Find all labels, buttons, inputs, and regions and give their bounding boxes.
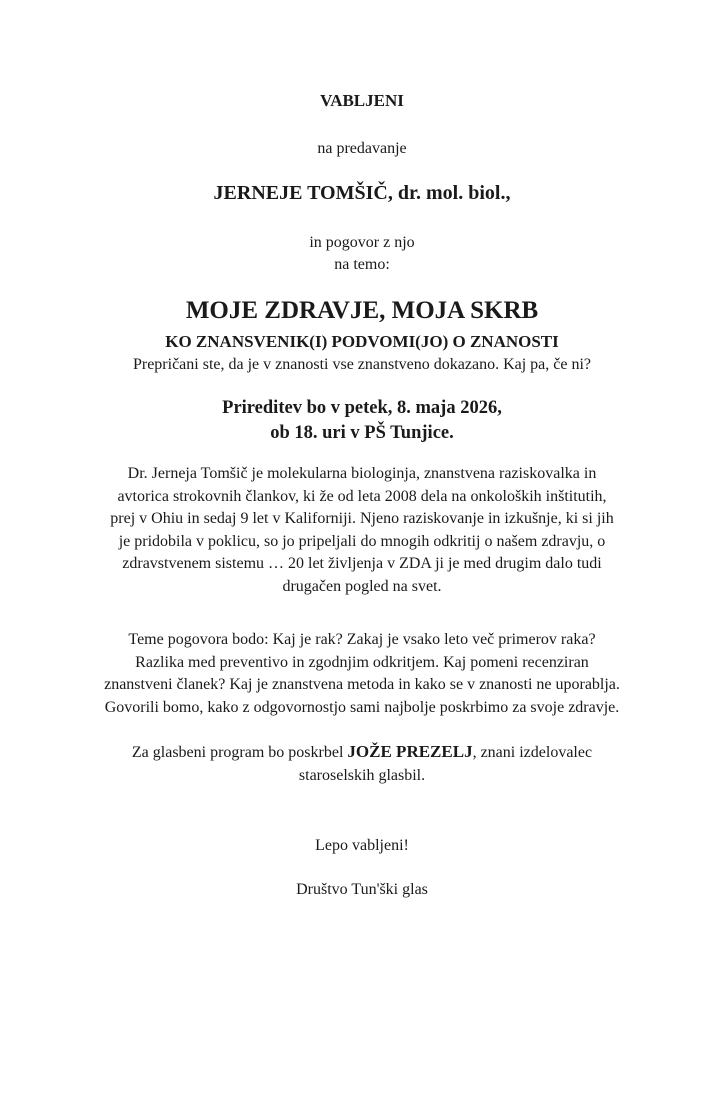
bio-line: avtorica strokovnih člankov, ki že od leta 2008 dela na onkoloških inštitutih, <box>117 487 607 505</box>
topic-label: na temo: <box>334 256 390 273</box>
bio-line: zdravstvenem sistemu … 20 let življenja v ZDA ji je med drugim dalo tudi <box>122 555 602 572</box>
music-program-suffix: , znani izdelovalec <box>472 744 593 761</box>
invitation-heading: VABLJENI <box>320 91 404 110</box>
bio-line: prej v Ohiu in sedaj 9 let v Kaliforniji. Njeno raziskovanje in izkušnje, ki si jih <box>110 510 614 527</box>
event-tagline: Prepričani ste, da je v znanosti vse znanstveno dokazano. Kaj pa, če ni? <box>132 356 592 373</box>
topics-line: Teme pogovora bodo: Kaj je rak? Zakaj je vsako leto več primerov raka? <box>128 631 596 648</box>
discussion-topics-paragraph <box>66 629 658 719</box>
bio-line: drugačen pogled na svet. <box>282 577 442 595</box>
musician-name: JOŽE PREZELJ <box>347 742 473 761</box>
music-program-line <box>66 740 658 764</box>
event-title: MOJE ZDRAVJE, MOJA SKRB <box>185 297 539 324</box>
music-program-paragraph <box>66 740 658 787</box>
invitation-document-page <box>0 90 724 1114</box>
event-subtitle: KO ZNANSVENIK(I) PODVOMI(JO) O ZNANOSTI <box>165 332 559 351</box>
event-location-line: ob 18. uri v PŠ Tunjice. <box>270 423 454 443</box>
lecture-intro-text: na predavanje <box>317 140 407 157</box>
topics-line: Govorili bomo, kako z odgovornostjo sami najbolje poskrbimo za svoje zdravje. <box>104 698 620 716</box>
speaker-bio-paragraph <box>66 463 658 598</box>
music-program-line: staroselskih glasbil. <box>298 767 426 784</box>
topics-line: znanstveni članek? Kaj je znanstvena metoda in kako se v znanosti ne uporablja. <box>104 676 620 693</box>
topics-line: Razlika med preventivo in zgodnjim odkritjem. Kaj pomeni recenziran <box>135 653 589 671</box>
speaker-name: JERNEJE TOMŠIČ, dr. mol. biol., <box>213 182 511 204</box>
event-date-line: Prireditev bo v petek, 8. maja 2026, <box>222 398 502 418</box>
event-date-location <box>66 396 658 446</box>
closing-greeting: Lepo vabljeni! <box>315 837 409 854</box>
bio-line: je pridobila v poklicu, so jo pripeljali do mnogih odkritij o našem zdravju, o <box>118 532 606 550</box>
conversation-text: in pogovor z njo <box>309 234 415 251</box>
bio-line: Dr. Jerneja Tomšič je molekularna biologinja, znanstvena raziskovalka in <box>127 465 597 482</box>
organizer-signature: Društvo Tun'ški glas <box>296 881 428 898</box>
music-program-prefix: Za glasbeni program bo poskrbel <box>131 744 348 761</box>
